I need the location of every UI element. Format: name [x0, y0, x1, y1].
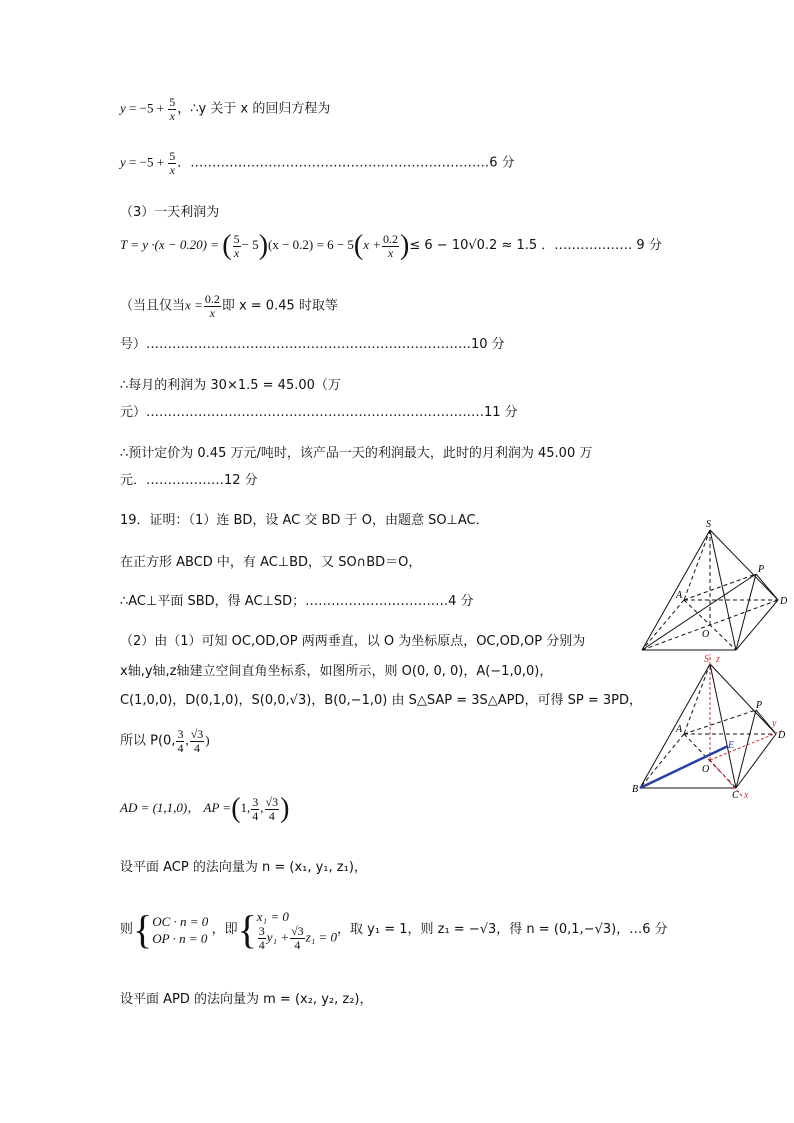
label-E: E	[728, 740, 735, 751]
q19-line-1: 19．证明：（1）连 BD，设 AC 交 BD 于 O，由题意 SO⊥AC．	[120, 513, 489, 528]
conclusion-line-1: ∴预计定价为 0.45 万元/吨时，该产品一天的利润最大，此时的月利润为 45.00 万	[120, 446, 593, 461]
label-D2: D	[778, 730, 786, 741]
equality-condition: （当且仅当x = $\frac{0.2}{x}$ 即 x = 0.45 时取等	[120, 292, 338, 320]
plane-acp-normal: 设平面 ACP 的法向量为 n = (x₁, y₁, z₁)，	[120, 860, 367, 875]
fraction-5-over-x: $\frac{5}{x}$	[169, 95, 176, 123]
label-O: O	[702, 629, 710, 640]
label-B: B	[632, 784, 639, 795]
profit-equation: T = y ·(x − 0.20) = ( $\frac{5}{x}$ − 5)(x − 0.2) = 6 − 5(x + $\frac{0.2}{x}$ )≤ 6 − 10√0.2 ≈ 1.5 ．……………… 9 分	[120, 230, 662, 261]
label-D: D	[780, 596, 788, 607]
label-z: z	[716, 654, 720, 665]
normal-vector-system: 则{ OC · n = 0 OP · n = 0 ，即{ x₁ = 0 $\frac{3}{4}$ y₁ + $\frac{√3}{4}$ z₁ = 0 ，取 y₁ = 1，则 z₁ = −√3，得 n = (0,1,−√3)，…6 分	[120, 907, 668, 952]
pyramid-figure-2	[630, 650, 790, 800]
plane-apd-normal: 设平面 APD 的法向量为 m = (x₂, y₂, z₂)，	[120, 992, 373, 1007]
label-A2: A	[676, 724, 683, 735]
monthly-profit-line-2: 元）……………………………………………………………………11 分	[120, 405, 518, 420]
fraction-5-over-x: $\frac{5}{x}$	[169, 149, 176, 177]
label-S2: S	[704, 654, 709, 665]
label-S: S	[706, 519, 711, 530]
label-O2: O	[702, 764, 710, 775]
point-p-coordinates: 所以 P(0, $\frac{3}{4}$ , $\frac{√3}{4}$ )	[120, 727, 210, 755]
regression-line-1: y = −5 + $\frac{5}{x}$ ，∴y 关于 x 的回归方程为	[120, 95, 331, 123]
regression-line-2: y = −5 + $\frac{5}{x}$ ．……………………………………………………………6 分	[120, 149, 515, 177]
label-P2: P	[756, 700, 763, 711]
q19-line-6: C(1,0,0)，D(0,1,0)，S(0,0,√3)，B(0,−1,0) 由 S△SAP = 3S△APD，可得 SP = 3PD，	[120, 693, 642, 708]
q19-line-2: 在正方形 ABCD 中，有 AC⊥BD，又 SO∩BD＝O，	[120, 555, 422, 570]
equality-line-2: 号）…………………………………………………………………10 分	[120, 337, 505, 352]
q19-line-5: x轴,y轴,z轴建立空间直角坐标系，如图所示，则 O(0, 0, 0)，A(−1,0,0)，	[120, 664, 553, 679]
label-x: x	[744, 790, 749, 800]
vectors-ad-ap: AD = (1,1,0)， AP =(1, $\frac{3}{4}$ , $\frac{√3}{4}$ )	[120, 793, 290, 824]
part3-label: （3）一天利润为	[120, 205, 220, 220]
q19-line-4: （2）由（1）可知 OC,OD,OP 两两垂直，以 O 为坐标原点，OC,OD,OP 分别为	[120, 634, 586, 649]
label-C: C	[732, 790, 739, 800]
label-P: P	[758, 564, 765, 575]
q19-line-3: ∴AC⊥平面 SBD，得 AC⊥SD；……………………………4 分	[120, 594, 474, 609]
conclusion-line-2: 元．………………12 分	[120, 473, 258, 488]
label-y: y	[772, 718, 777, 729]
monthly-profit-line-1: ∴每月的利润为 30×1.5 = 45.00（万	[120, 378, 341, 393]
label-A: A	[676, 590, 683, 601]
